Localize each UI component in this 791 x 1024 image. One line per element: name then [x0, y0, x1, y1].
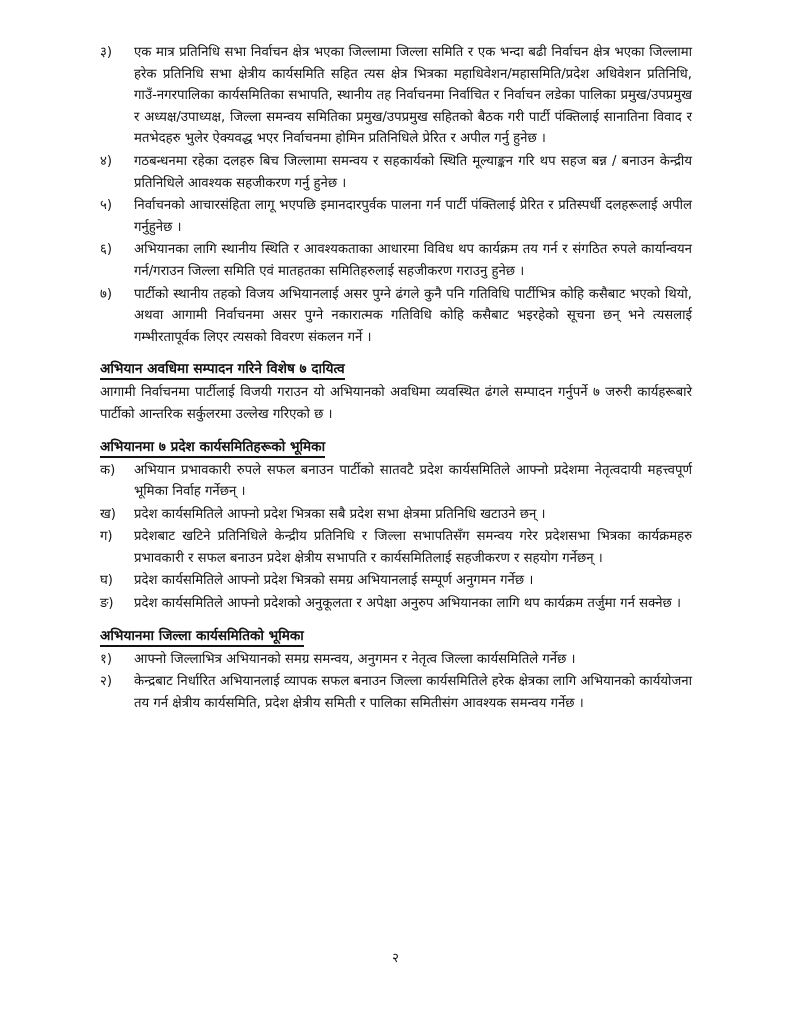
item-number: ४) [100, 153, 113, 169]
item-number: ख) [100, 506, 116, 522]
item-number: ६) [100, 242, 113, 258]
item-number: २) [100, 674, 113, 690]
item-text: केन्द्रबाट निर्धारित अभियानलाई व्यापक सफल बनाउन जिल्ला कार्यसमितिले हरेक क्षेत्रका लागि अभियानको कार्ययोजना तय गर्न क्षेत्रीय कार्यसमिति, प्रदेश क्षेत्रीय समिती र पालिका समितीसंग आवश्यक समन्वय गर्नेछ । [134, 674, 692, 711]
item-number: १) [100, 651, 113, 667]
section-paragraph: आगामी निर्वाचनमा पार्टीलाई विजयी गराउन यो अभियानको अवधिमा व्यवस्थित ढंगले सम्पादन गर्नुपर्ने ७ जरुरी कार्यहरूबारे पार्टीको आन्तरिक सर्कुलरमा उल्लेख गरिएको छ । [100, 385, 692, 422]
list-item [100, 649, 692, 671]
item-number: क) [100, 462, 116, 478]
section-heading-special-duties [100, 358, 692, 380]
list-item [100, 239, 692, 282]
item-text: पार्टीको स्थानीय तहको विजय अभियानलाई असर पुग्ने ढंगले कुनै पनि गतिविधि पार्टीभित्र कोहि कसैबाट भएको थियो, अथवा आगामी निर्वाचनमा असर पुग्ने नकारात्मक गतिविधि कोहि कसैबाट भइरहेको सूचना छन् भने त्यसलाई गम्भीरतापूर्वक लिएर त्यसको विवरण संकलन गर्ने । [134, 286, 692, 345]
district-role-list [100, 649, 692, 715]
item-number: ३) [100, 45, 113, 60]
item-text: अभियानका लागि स्थानीय स्थिति र आवश्यकताका आधारमा विविध थप कार्यक्रम तय गर्न र संगठित रुपले कार्यान्वयन गर्न/गराउन जिल्ला समिति एवं मातहतका समितिहरुलाई सहजीकरण गराउनु हुनेछ । [134, 242, 692, 279]
heading-text: अभियानमा ७ प्रदेश कार्यसमितिहरूको भूमिका [100, 439, 325, 458]
list-item [100, 42, 692, 150]
list-item [100, 151, 692, 194]
page-number: २ [392, 951, 399, 966]
province-role-list [100, 460, 692, 615]
list-item [100, 504, 692, 526]
item-text: प्रदेशबाट खटिने प्रतिनिधिले केन्द्रीय प्रतिनिधि र जिल्ला सभापतिसँग समन्वय गरेर प्रदेशसभा भित्रका कार्यक्रमहरु प्रभावकारी र सफल बनाउन प्रदेश क्षेत्रीय सभापति र कार्यसमितिलाई सहजीकरण र सहयोग गर्नेछन् । [134, 529, 692, 566]
list-item [100, 570, 692, 592]
item-list-continued [100, 42, 692, 348]
list-item [100, 195, 692, 238]
item-number: ७) [100, 286, 113, 302]
list-item [100, 460, 692, 503]
item-text: प्रदेश कार्यसमितिले आफ्नो प्रदेश भित्रका सबै प्रदेश सभा क्षेत्रमा प्रतिनिधि खटाउने छन् । [134, 506, 546, 522]
list-item [100, 284, 692, 349]
heading-text: अभियान अवधिमा सम्पादन गरिने विशेष ७ दायित्व [100, 361, 345, 380]
item-number: ङ) [100, 596, 114, 612]
item-text: एक मात्र प्रतिनिधि सभा निर्वाचन क्षेत्र भएका जिल्लामा जिल्ला समिति र एक भन्दा बढी निर्वाचन क्षेत्र भएका जिल्लामा हरेक प्रतिनिधि सभा क्षेत्रीय कार्यसमिति सहित त्यस क्षेत्र भित्रका महाधिवेशन/महासमिति/प्रदेश अधिवेशन प्रतिनिधि, गाउँ-नगरपालिका कार्यसमितिका सभापति, स्थानीय तह निर्वाचनमा निर्वाचित र निर्वाचन लडेका पालिका प्रमुख/उपप्रमुख र अध्यक्ष/उपाध्यक्ष, जिल्ला समन्वय समितिका प्रमुख/उपप्रमुख सहितको बैठक गरी पार्टी पंक्तिलाई सानातिना विवाद र मतभेदहरु भुलेर ऐक्यवद्ध भएर निर्वाचनमा होमिन प्रतिनिधिले प्रेरित र अपील गर्नु हुनेछ । [134, 45, 692, 147]
page-content [100, 42, 692, 715]
list-item [100, 671, 692, 714]
list-item [100, 593, 692, 615]
item-text: प्रदेश कार्यसमितिले आफ्नो प्रदेशको अनुकूलता र अपेक्षा अनुरुप अभियानका लागि थप कार्यक्रम तर्जुमा गर्न सक्नेछ । [134, 596, 681, 612]
item-number: ५) [100, 198, 113, 214]
item-text: अभियान प्रभावकारी रुपले सफल बनाउन पार्टीको सातवटै प्रदेश कार्यसमितिले आफ्नो प्रदेशमा नेतृत्वदायी महत्त्वपूर्ण भूमिका निर्वाह गर्नेछन् । [134, 462, 692, 500]
item-text: निर्वाचनको आचारसंहिता लागू भएपछि इमानदारपुर्वक पालना गर्न पार्टी पंक्तिलाई प्रेरित र प्रतिस्पर्धी दलहरूलाई अपील गर्नुहुनेछ । [134, 198, 692, 235]
section-heading-province-role [100, 436, 692, 458]
item-text: प्रदेश कार्यसमितिले आफ्नो प्रदेश भित्रको समग्र अभियानलाई सम्पूर्ण अनुगमन गर्नेछ । [134, 573, 534, 589]
section-heading-district-role [100, 625, 692, 647]
list-item [100, 526, 692, 569]
item-text: गठबन्धनमा रहेका दलहरु बिच जिल्लामा समन्वय र सहकार्यको स्थिति मूल्याङ्कन गरि थप सहज बन्न / बनाउन केन्द्रीय प्रतिनिधिले आवश्यक सहजीकरण गर्नु हुनेछ । [134, 153, 692, 191]
heading-text: अभियानमा जिल्ला कार्यसमितिको भूमिका [100, 628, 304, 647]
item-number: ग) [100, 529, 113, 545]
item-text: आफ्नो जिल्लाभित्र अभियानको समग्र समन्वय, अनुगमन र नेतृत्व जिल्ला कार्यसमितिले गर्नेछ । [134, 651, 576, 667]
item-number: घ) [100, 573, 113, 589]
